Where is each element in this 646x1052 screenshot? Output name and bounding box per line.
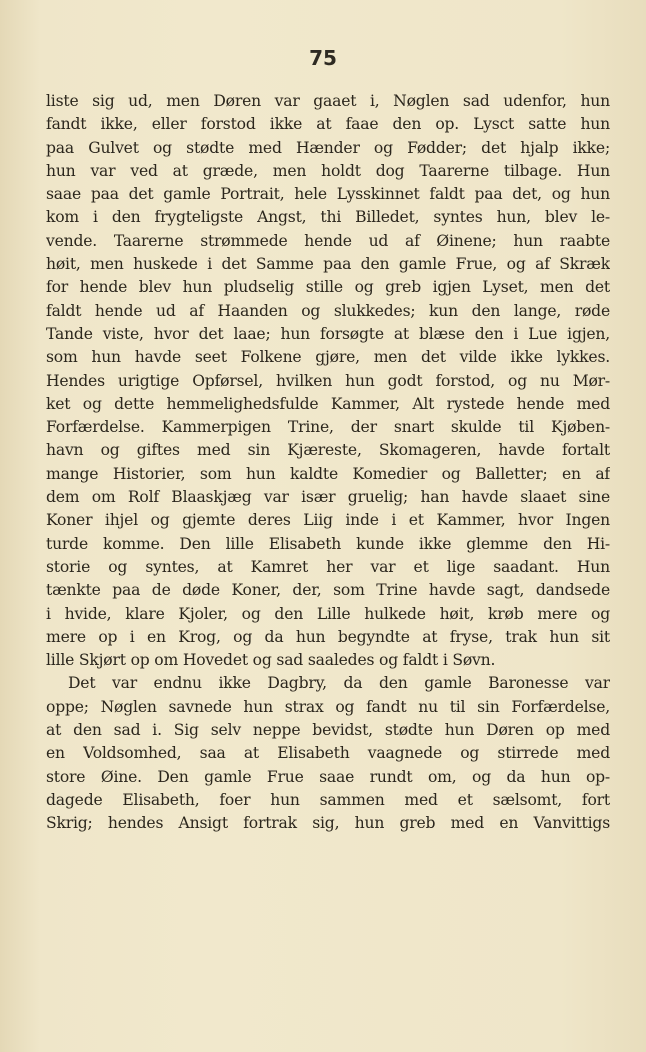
text-line: store Øine. Den gamle Frue saae rundt om, og da hun op- xyxy=(46,767,610,786)
text-line: dem om Rolf Blaaskjæg var især gruelig; han havde slaaet sine xyxy=(46,488,610,507)
text-line: som hun havde seet Folkene gjøre, men det vilde ikke lykkes. xyxy=(46,348,610,367)
text-line: Skrig; hendes Ansigt fortrak sig, hun greb med en Vanvittigs xyxy=(46,814,610,833)
text-line: saae paa det gamle Portrait, hele Lysskinnet faldt paa det, og hun xyxy=(46,185,610,204)
text-line: en Voldsomhed, saa at Elisabeth vaagnede og stirrede med xyxy=(46,744,610,763)
text-line: i hvide, klare Kjoler, og den Lille hulkede høit, krøb mere og xyxy=(46,604,610,623)
text-line: tænkte paa de døde Koner, der, som Trine havde sagt, dandsede xyxy=(46,581,610,600)
text-line: Forfærdelse. Kammerpigen Trine, der snart skulde til Kjøben- xyxy=(46,418,610,437)
text-line: lille Skjørt op om Hovedet og sad saaledes og faldt i Søvn. xyxy=(46,651,496,670)
page-number: 75 xyxy=(309,46,337,70)
text-line: paa Gulvet og stødte med Hænder og Fødder; det hjalp ikke; xyxy=(46,138,610,157)
text-line: for hende blev hun pludselig stille og greb igjen Lyset, men det xyxy=(46,278,610,297)
text-line: Hendes urigtige Opførsel, hvilken hun godt forstod, og nu Mør- xyxy=(46,371,610,390)
text-line: vende. Taarerne strømmede hende ud af Øinene; hun raabte xyxy=(46,231,610,250)
text-line: Det var endnu ikke Dagbry, da den gamle Baronesse var xyxy=(68,674,610,693)
text-line: ket og dette hemmelighedsfulde Kammer, Alt rystede hende med xyxy=(46,394,610,413)
text-line: havn og giftes med sin Kjæreste, Skomageren, havde fortalt xyxy=(46,441,610,460)
text-line: høit, men huskede i det Samme paa den gamle Frue, og af Skræk xyxy=(46,255,610,274)
text-line: liste sig ud, men Døren var gaaet i, Nøglen sad udenfor, hun xyxy=(46,92,610,110)
text-line: Koner ihjel og gjemte deres Liig inde i et Kammer, hvor Ingen xyxy=(46,511,610,530)
text-line: mange Historier, som hun kaldte Komedier og Balletter; en af xyxy=(46,464,610,483)
text-line: faldt hende ud af Haanden og slukkedes; kun den lange, røde xyxy=(46,301,610,320)
text-line: Tande viste, hvor det laae; hun forsøgte at blæse den i Lue igjen, xyxy=(46,324,610,343)
text-line: oppe; Nøglen savnede hun strax og fandt nu til sin Forfærdelse, xyxy=(46,697,610,716)
text-line: turde komme. Den lille Elisabeth kunde ikke glemme den Hi- xyxy=(46,534,610,553)
text-line: storie og syntes, at Kamret her var et lige saadant. Hun xyxy=(46,557,610,576)
text-line: mere op i en Krog, og da hun begyndte at fryse, trak hun sit xyxy=(46,627,610,646)
text-line: hun var ved at græde, men holdt dog Taarerne tilbage. Hun xyxy=(46,161,610,180)
text-line: fandt ikke, eller forstod ikke at faae den op. Lysct satte hun xyxy=(46,115,610,134)
text-line: kom i den frygteligste Angst, thi Billedet, syntes hun, blev le- xyxy=(46,208,610,227)
text-line: at den sad i. Sig selv neppe bevidst, stødte hun Døren op med xyxy=(46,721,610,740)
body-text xyxy=(46,90,610,836)
text-line: dagede Elisabeth, foer hun sammen med et sælsomt, fort xyxy=(46,790,610,809)
